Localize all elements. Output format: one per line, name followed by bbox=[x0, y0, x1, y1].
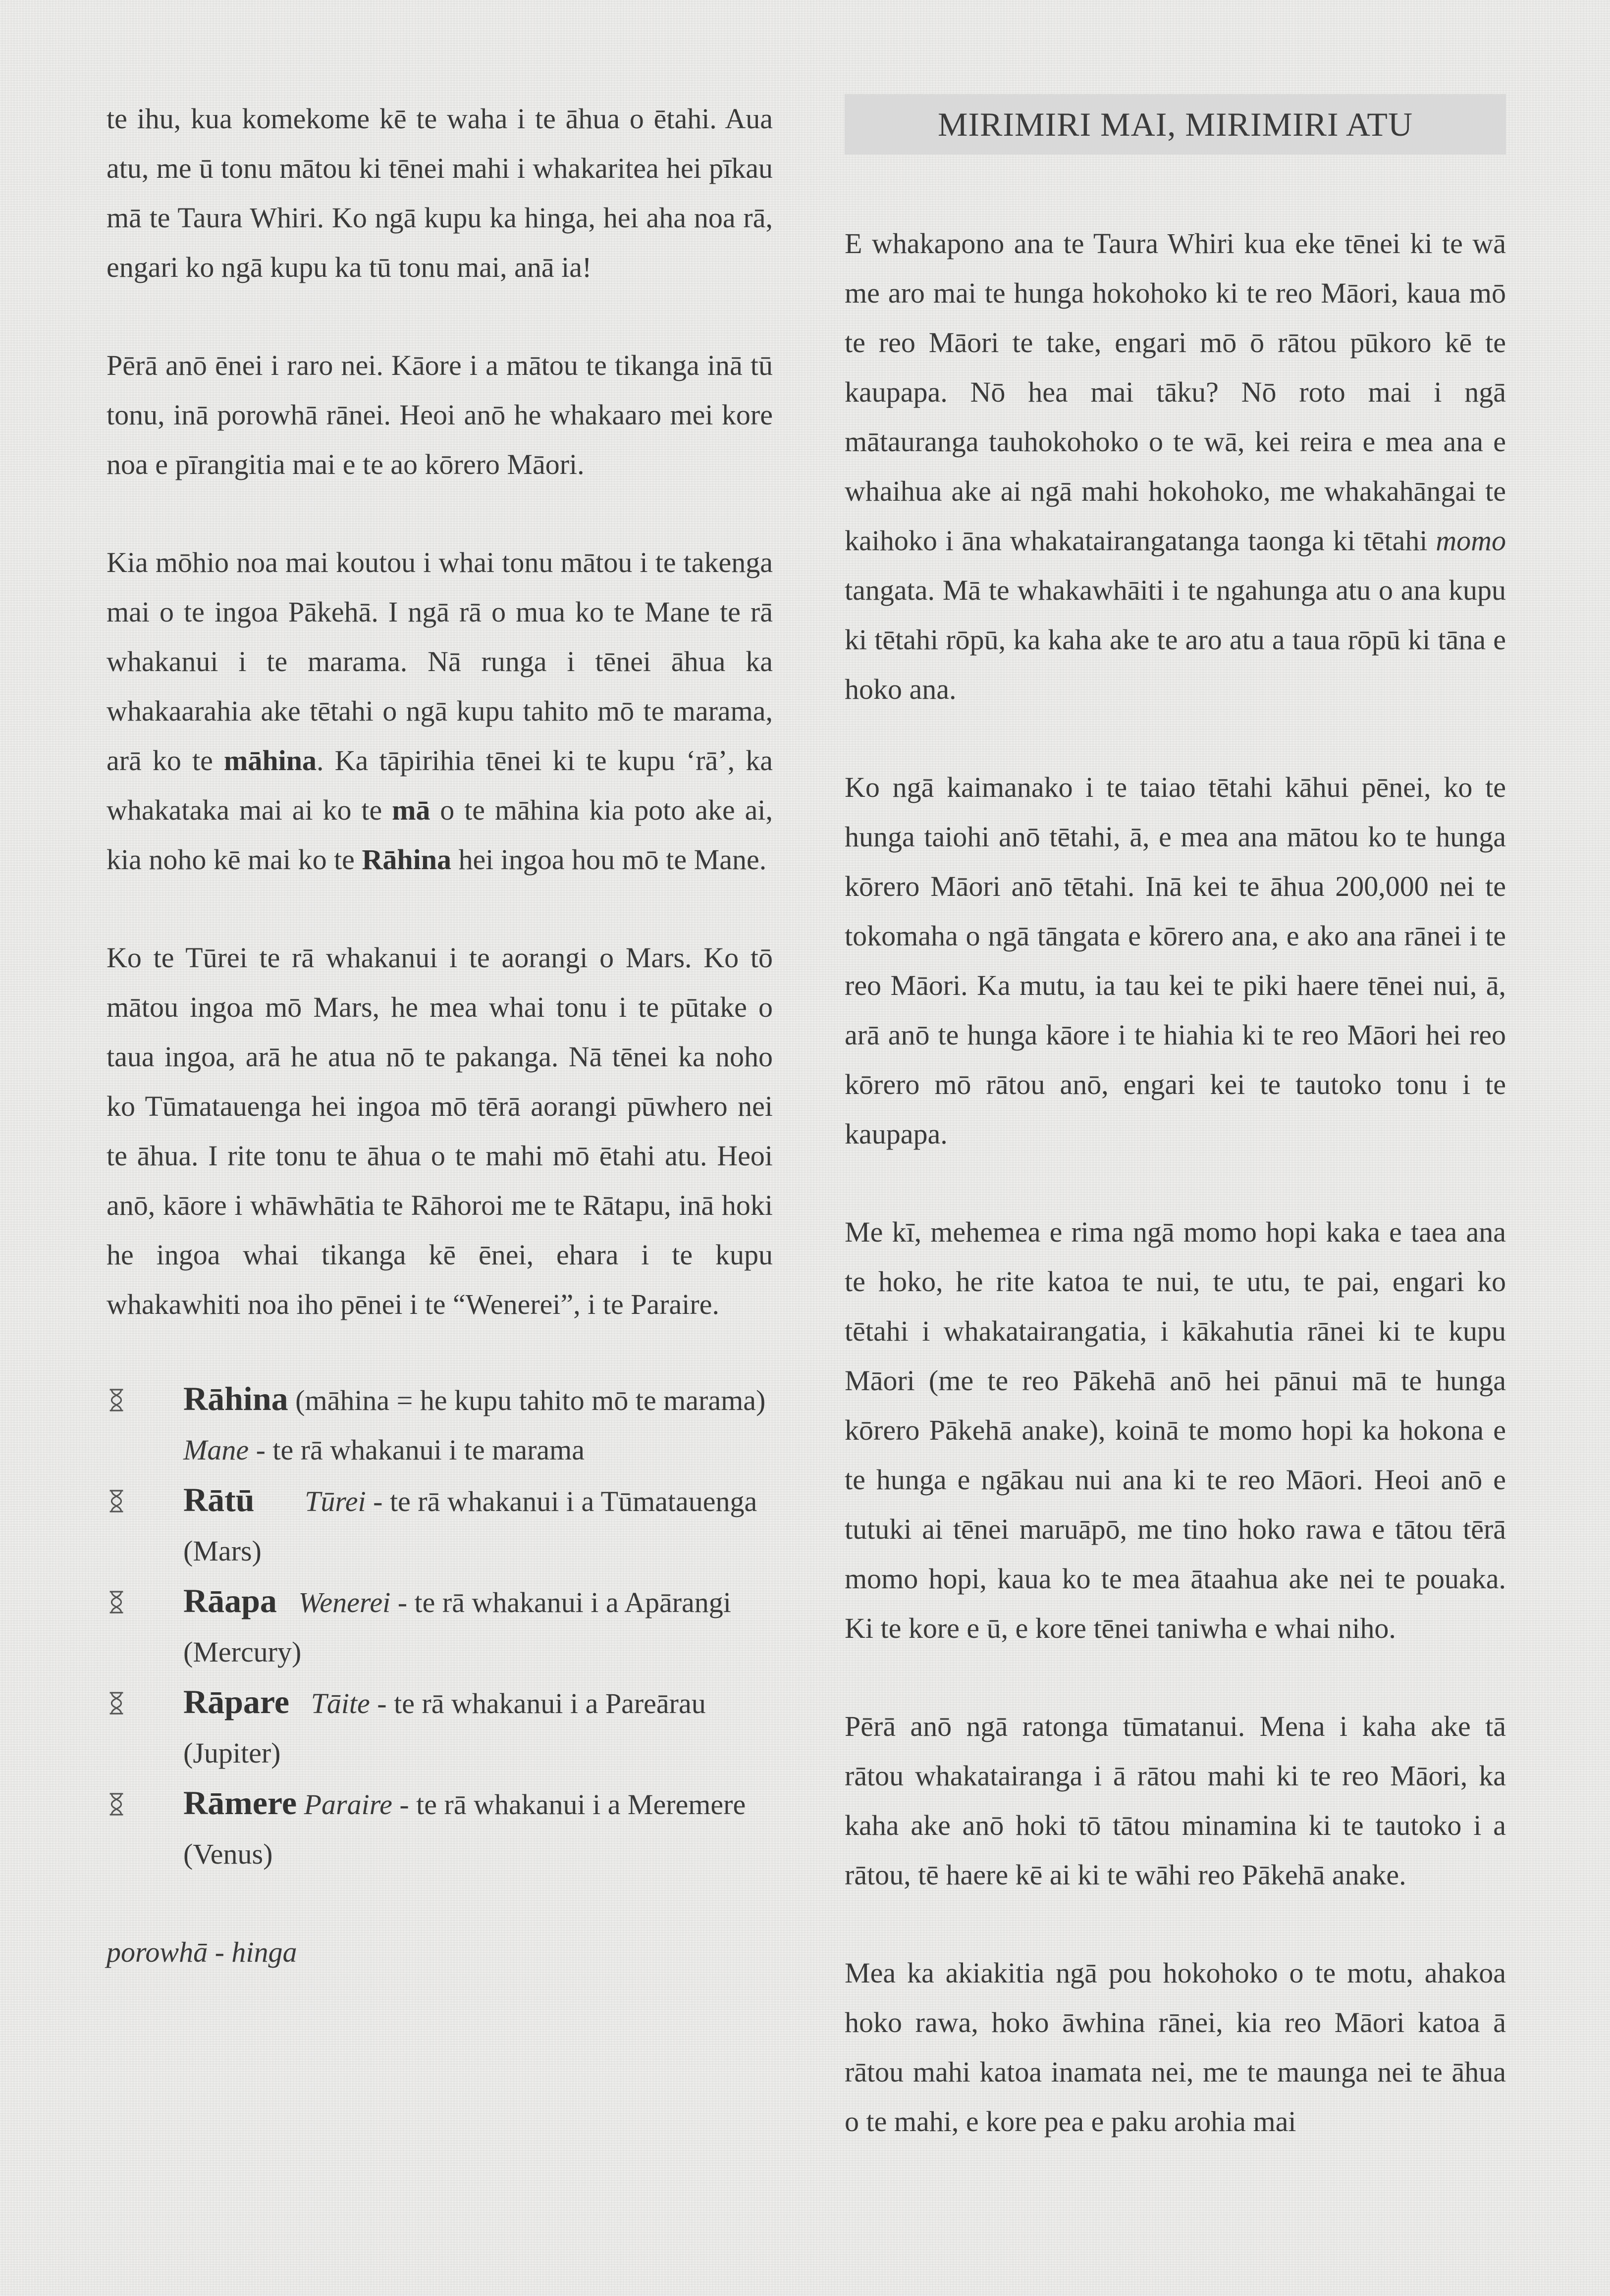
section-heading: MIRIMIRI MAI, MIRIMIRI ATU bbox=[845, 94, 1506, 155]
right-paragraph-4: Pērā anō ngā ratonga tūmatanui. Mena i kaha ake tā rātou whakatairanga i ā rātou mahi ki te reo Māori, ka kaha ake anō hoki tō tātou minamina ki te tautoko i a rātou, tē haere kē ai ki te wāhi reo Pākehā anake. bbox=[845, 1710, 1506, 1891]
day-name: Rāhina bbox=[183, 1380, 288, 1417]
day-item-rahina bbox=[107, 1374, 773, 1475]
hourglass-icon bbox=[107, 1490, 126, 1513]
text-run: o te māhina kia poto ake ai, kia noho kē mai ko te bbox=[107, 794, 773, 876]
day-meaning: - te rā whakanui i a Pareārau (Jupiter) bbox=[183, 1687, 706, 1769]
bold-word-mahina: māhina bbox=[224, 744, 317, 777]
right-paragraph-2: Ko ngā kaimanako i te taiao tētahi kāhui pēnei, ko te hunga taiohi anō tētahi, ā, e mea ana mātou ko te hunga kōrero Māori anō tētahi. Inā kei te āhua 200,000 nei te tokomaha o ngā tāngata e kōrero ana, e ako ana rānei i te reo Māori. Ka mutu, ia tau kei te piki haere tēnei nui, ā, arā anō te hunga kāore i te hiahia ki te reo Māori hei reo kōrero mō rātou anō, engari kei te tautoko tonu i te kaupapa. bbox=[845, 771, 1506, 1150]
footnote: porowhā - hinga bbox=[107, 1936, 297, 1968]
english-day: Paraire bbox=[304, 1788, 392, 1821]
text-run: tangata. Mā te whakawhāiti i te ngahunga atu o ana kupu ki tētahi rōpū, ka kaha ake te aro atu a taua rōpū ki tāna e hoko ana. bbox=[845, 574, 1506, 705]
left-paragraph-4: Ko te Tūrei te rā whakanui i te aorangi o Mars. Ko tō mātou ingoa mō Mars, he mea whai tonu i te pūtake o taua ingoa, arā he atua nō te pakanga. Nā tēnei ka noho ko Tūmatauenga hei ingoa mō tērā aorangi pūwhero nei te āhua. I rite tonu te āhua o te mahi mō ētahi atu. Heoi anō, kāore i whāwhātia te Rāhoroi me te Rātapu, inā hoki he ingoa whai tikanga kē ēnei, ehara i te kupu whakawhiti noa iho pēnei i te “Wenerei”, i te Paraire. bbox=[107, 941, 773, 1320]
day-name: Rāmere bbox=[183, 1784, 297, 1822]
day-meaning: - te rā whakanui i a Meremere (Venus) bbox=[183, 1788, 746, 1870]
text-run: . Ka tāpirihia tēnei ki te kupu ‘rā’, ka whakataka mai ai ko te bbox=[107, 744, 773, 826]
right-paragraph-5: Mea ka akiakitia ngā pou hokohoko o te motu, ahakoa hoko rawa, hoko āwhina rānei, kia reo Māori katoa ā rātou mahi katoa inamata nei, me te maunga nei te āhua o te mahi, e kore pea e paku arohia mai bbox=[845, 1957, 1506, 2138]
day-description: (māhina = he kupu tahito mō te marama) bbox=[288, 1384, 766, 1416]
hourglass-icon bbox=[107, 1793, 126, 1816]
hourglass-icon bbox=[107, 1692, 126, 1715]
day-item-ramere bbox=[107, 1778, 773, 1879]
day-name: Rāapa bbox=[183, 1582, 277, 1619]
day-meaning: - te rā whakanui i a Tūmatauenga (Mars) bbox=[183, 1485, 757, 1567]
day-name: Rāpare bbox=[183, 1683, 290, 1721]
right-paragraph-3: Me kī, mehemea e rima ngā momo hopi kaka e taea ana te hoko, he rite katoa te nui, te utu, te pai, engari ko tētahi i whakatairangatia, i kākahutia rānei ki te kupu Māori (me te reo Pākehā anō hei pānui mā te hunga kōrero Pākehā anake), koinā te momo hopi ka hokona e te hunga e ngākau nui ana ki te reo Māori. Heoi anō e tutuki ai tēnei maruāpō, me tino hoko rawa e tātou tērā momo hopi, kaua ko te mea ātaahua ake nei te pouaka. Ki te kore e ū, e kore tēnei taniwha e whai niho. bbox=[845, 1216, 1506, 1644]
bold-word-ma: mā bbox=[392, 794, 430, 826]
day-item-rapare bbox=[107, 1677, 773, 1778]
hourglass-icon bbox=[107, 1389, 126, 1411]
right-paragraph-1 bbox=[845, 219, 1506, 714]
left-paragraph-1: te ihu, kua komekome kē te waha i te āhua o ētahi. Aua atu, me ū tonu mātou ki tēnei mahi i whakaritea hei pīkau mā te Taura Whiri. Ko ngā kupu ka hinga, hei aha noa rā, engari ko ngā kupu ka tū tonu mai, anā ia! bbox=[107, 103, 773, 283]
day-meaning: - te rā whakanui i a Apārangi (Mercury) bbox=[183, 1586, 731, 1668]
text-run: hei ingoa hou mō te Mane. bbox=[451, 843, 767, 876]
day-list bbox=[107, 1374, 773, 1879]
day-item-ratu bbox=[107, 1475, 773, 1576]
left-column bbox=[107, 94, 773, 1977]
english-day: Wenerei bbox=[298, 1586, 391, 1618]
day-meaning: - te rā whakanui i te marama bbox=[249, 1434, 585, 1466]
english-day: Mane bbox=[183, 1434, 249, 1466]
italic-word-momo: momo bbox=[1436, 524, 1506, 557]
bold-word-rahina: Rāhina bbox=[362, 843, 451, 876]
text-run: Kia mōhio noa mai koutou i whai tonu mātou i te takenga mai o te ingoa Pākehā. I ngā rā o mua ko te Mane te rā whakanui i te marama. Nā runga i tēnei āhua ka whakaarahia ake tētahi o ngā kupu tahito mō te marama, arā ko te bbox=[107, 546, 773, 777]
left-paragraph-2: Pērā anō ēnei i raro nei. Kāore i a mātou te tikanga inā tū tonu, inā porowhā rānei. Heoi anō he whakaaro mei kore noa e pīrangitia mai e te ao kōrero Māori. bbox=[107, 349, 773, 480]
english-day: Tūrei bbox=[305, 1485, 366, 1517]
day-name: Rātū bbox=[183, 1481, 255, 1518]
day-item-raapa bbox=[107, 1576, 773, 1677]
right-column bbox=[845, 94, 1506, 2146]
left-paragraph-3 bbox=[107, 538, 773, 885]
english-day: Tāite bbox=[311, 1687, 370, 1720]
hourglass-icon bbox=[107, 1591, 126, 1614]
text-run: E whakapono ana te Taura Whiri kua eke tēnei ki te wā me aro mai te hunga hokohoko ki te reo Māori, kaua mō te reo Māori te take, engari mō ō rātou pūkoro kē te kaupapa. Nō hea mai tāku? Nō roto mai i ngā mātauranga tauhokohoko o te wā, kei reira e mea ana e whaihua ake ai ngā mahi hokohoko, me whakahāngai te kaihoko i āna whakatairangatanga taonga ki tētahi bbox=[845, 227, 1506, 557]
